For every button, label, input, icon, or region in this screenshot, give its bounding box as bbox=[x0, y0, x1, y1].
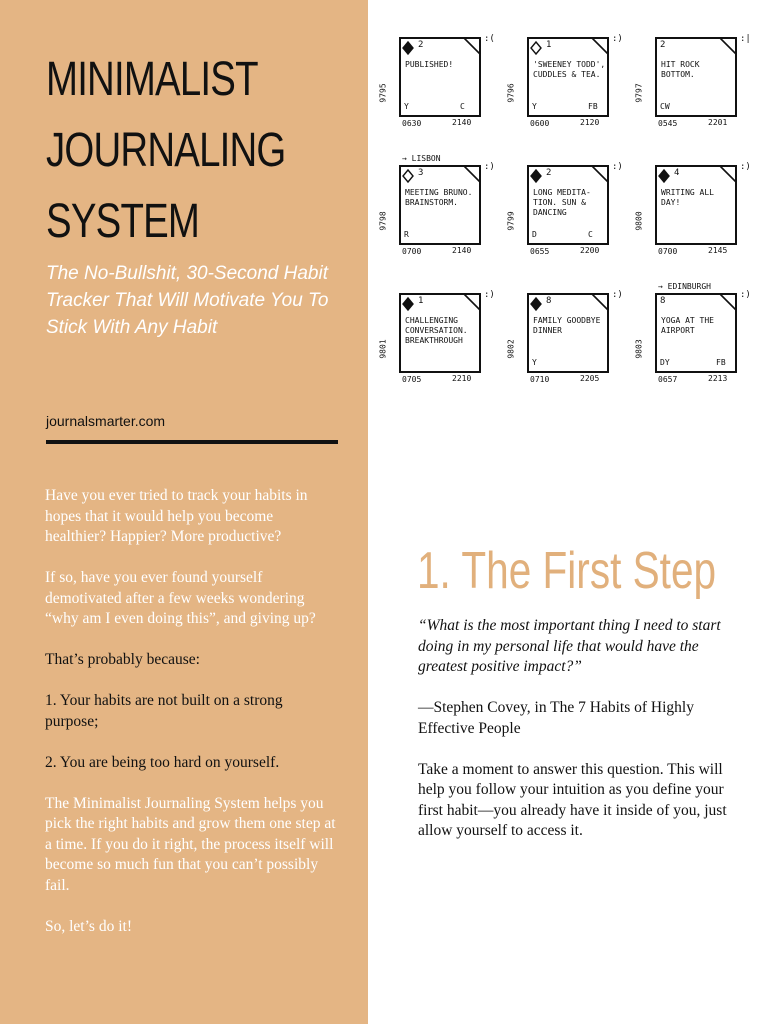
card-left-code: Y bbox=[532, 358, 537, 367]
card-number: 1 bbox=[546, 40, 552, 50]
card-number: 2 bbox=[546, 168, 552, 178]
card-mood: :| bbox=[740, 34, 751, 44]
journal-card bbox=[508, 286, 636, 404]
card-left-code: R bbox=[404, 230, 409, 239]
card-mood: :) bbox=[484, 290, 495, 300]
card-left-code: DY bbox=[660, 358, 670, 367]
folded-corner bbox=[592, 38, 608, 54]
left-panel bbox=[0, 0, 368, 1024]
journal-card-drawing bbox=[636, 30, 764, 148]
card-day-number: 9799 bbox=[506, 211, 516, 231]
journal-card bbox=[636, 30, 764, 148]
intro-paragraph: Have you ever tried to track your habits in hopes that it would help you become healthier? Happier? More productive? bbox=[45, 487, 308, 545]
journal-card bbox=[508, 30, 636, 148]
card-end-time: 2205 bbox=[580, 374, 600, 383]
card-mood: :( bbox=[484, 34, 495, 44]
card-start-time: 0655 bbox=[530, 247, 550, 256]
folded-corner bbox=[464, 38, 480, 54]
card-number: 4 bbox=[674, 168, 680, 178]
card-mood: :) bbox=[612, 162, 623, 172]
journal-card bbox=[380, 30, 508, 148]
quote-attribution: —Stephen Covey, in The 7 Habits of Highly Effective People bbox=[418, 699, 694, 737]
card-number: 2 bbox=[660, 40, 666, 50]
intro-paragraph: If so, have you ever found yourself demotivated after a few weeks wondering “why am I even doing this”, and giving up? bbox=[45, 569, 316, 627]
card-day-number: 9796 bbox=[506, 83, 516, 103]
title-line-1: MINIMALIST bbox=[46, 53, 258, 106]
card-start-time: 0710 bbox=[530, 375, 550, 384]
card-mood: :) bbox=[612, 34, 623, 44]
intro-text bbox=[45, 486, 337, 958]
journal-card bbox=[378, 154, 508, 276]
card-note: HIT ROCK BOTTOM. bbox=[661, 60, 700, 79]
card-note: MEETING BRUNO. BRAINSTORM. bbox=[405, 188, 473, 207]
subtitle: The No-Bullshit, 30-Second Habit Tracker That Will Motivate You To Stick With Any Habit bbox=[46, 263, 329, 338]
card-day-number: 9798 bbox=[378, 211, 388, 231]
card-note: WRITING ALL DAY! bbox=[661, 188, 714, 207]
card-note: PUBLISHED! bbox=[405, 60, 454, 69]
diamond-icon bbox=[659, 170, 669, 182]
card-location: → EDINBURGH bbox=[658, 282, 711, 291]
card-end-time: 2145 bbox=[708, 246, 728, 255]
diamond-icon bbox=[403, 42, 413, 54]
card-start-time: 0545 bbox=[658, 119, 678, 128]
page-title bbox=[46, 44, 294, 257]
card-end-time: 2120 bbox=[580, 118, 600, 127]
card-end-time: 2140 bbox=[452, 246, 472, 255]
card-end-time: 2213 bbox=[708, 374, 728, 383]
folded-corner bbox=[720, 166, 736, 182]
card-note: LONG MEDITA-TION. SUN & DANCING bbox=[533, 188, 591, 217]
folded-corner bbox=[720, 38, 736, 54]
card-left-code: Y bbox=[404, 102, 409, 111]
card-right-code: FB bbox=[716, 358, 726, 367]
intro-paragraph: 1. Your habits are not built on a strong purpose; bbox=[45, 692, 283, 730]
section-heading: 1. The First Step bbox=[417, 542, 717, 600]
intro-paragraph: 2. You are being too hard on yourself. bbox=[45, 753, 280, 771]
intro-paragraph: The Minimalist Journaling System helps you pick the right habits and grow them one step at a time. If you do it right, the process itself will become so much fun that you can’t possibly fail. bbox=[45, 794, 336, 894]
card-end-time: 2140 bbox=[452, 118, 472, 127]
diamond-icon bbox=[403, 298, 413, 310]
journal-card-drawing bbox=[508, 286, 636, 404]
journal-card-drawing bbox=[380, 30, 508, 148]
intro-paragraph: So, let’s do it! bbox=[45, 917, 132, 935]
journal-card-drawing bbox=[508, 30, 636, 148]
folded-corner bbox=[720, 294, 736, 310]
card-number: 3 bbox=[418, 168, 424, 178]
card-start-time: 0700 bbox=[402, 247, 422, 256]
card-end-time: 2210 bbox=[452, 374, 472, 383]
card-day-number: 9795 bbox=[378, 83, 388, 103]
diamond-icon bbox=[531, 298, 541, 310]
title-line-3: SYSTEM bbox=[46, 195, 200, 248]
card-start-time: 0705 bbox=[402, 375, 422, 384]
closing-paragraph: Take a moment to answer this question. This will help you follow your intuition as you define your first habit—you already have it inside of you, just allow yourself to access it. bbox=[418, 760, 727, 839]
diamond-icon bbox=[403, 170, 413, 182]
card-day-number: 9800 bbox=[634, 211, 644, 231]
folded-corner bbox=[592, 294, 608, 310]
card-mood: :) bbox=[484, 162, 495, 172]
card-number: 8 bbox=[660, 296, 666, 306]
card-left-code: Y bbox=[532, 102, 537, 111]
card-mood: :) bbox=[612, 290, 623, 300]
journal-cards-illustration bbox=[380, 30, 760, 410]
folded-corner bbox=[592, 166, 608, 182]
card-right-code: FB bbox=[588, 102, 598, 111]
quote: “What is the most important thing I need to start doing in my personal life that would have the greatest positive impact?” bbox=[418, 617, 721, 675]
journal-card bbox=[380, 286, 508, 404]
card-mood: :) bbox=[740, 290, 751, 300]
journal-card-drawing bbox=[380, 158, 508, 276]
card-start-time: 0600 bbox=[530, 119, 550, 128]
title-line-2: JOURNALING bbox=[46, 124, 286, 177]
journal-card-drawing bbox=[636, 286, 764, 404]
card-right-code: C bbox=[588, 230, 593, 239]
journal-card bbox=[636, 158, 764, 276]
card-day-number: 9801 bbox=[378, 339, 388, 359]
journal-card bbox=[508, 158, 636, 276]
journal-card bbox=[634, 282, 764, 404]
card-left-code: CW bbox=[660, 102, 670, 111]
card-number: 8 bbox=[546, 296, 552, 306]
card-start-time: 0657 bbox=[658, 375, 678, 384]
card-right-code: C bbox=[460, 102, 465, 111]
intro-paragraph: That’s probably because: bbox=[45, 651, 200, 668]
card-start-time: 0630 bbox=[402, 119, 422, 128]
card-number: 1 bbox=[418, 296, 424, 306]
card-day-number: 9803 bbox=[634, 339, 644, 359]
card-end-time: 2201 bbox=[708, 118, 728, 127]
journal-card-drawing bbox=[636, 158, 764, 276]
folded-corner bbox=[464, 166, 480, 182]
diamond-icon bbox=[531, 170, 541, 182]
card-day-number: 9802 bbox=[506, 339, 516, 359]
card-note: FAMILY GOODBYE DINNER bbox=[533, 316, 601, 335]
divider bbox=[46, 440, 338, 444]
card-day-number: 9797 bbox=[634, 83, 644, 103]
card-location: → LISBON bbox=[402, 154, 441, 163]
card-note: YOGA AT THE AIRPORT bbox=[661, 316, 714, 335]
diamond-icon bbox=[531, 42, 541, 54]
card-mood: :) bbox=[740, 162, 751, 172]
card-note: CHALLENGING CONVERSATION. BREAKTHROUGH bbox=[405, 316, 468, 345]
folded-corner bbox=[464, 294, 480, 310]
first-step-text bbox=[418, 616, 728, 862]
card-note: 'SWEENEY TODD', CUDDLES & TEA. bbox=[533, 60, 606, 79]
card-number: 2 bbox=[418, 40, 424, 50]
card-start-time: 0700 bbox=[658, 247, 678, 256]
card-end-time: 2200 bbox=[580, 246, 600, 255]
card-left-code: D bbox=[532, 230, 537, 239]
website-link[interactable]: journalsmarter.com bbox=[46, 413, 166, 429]
